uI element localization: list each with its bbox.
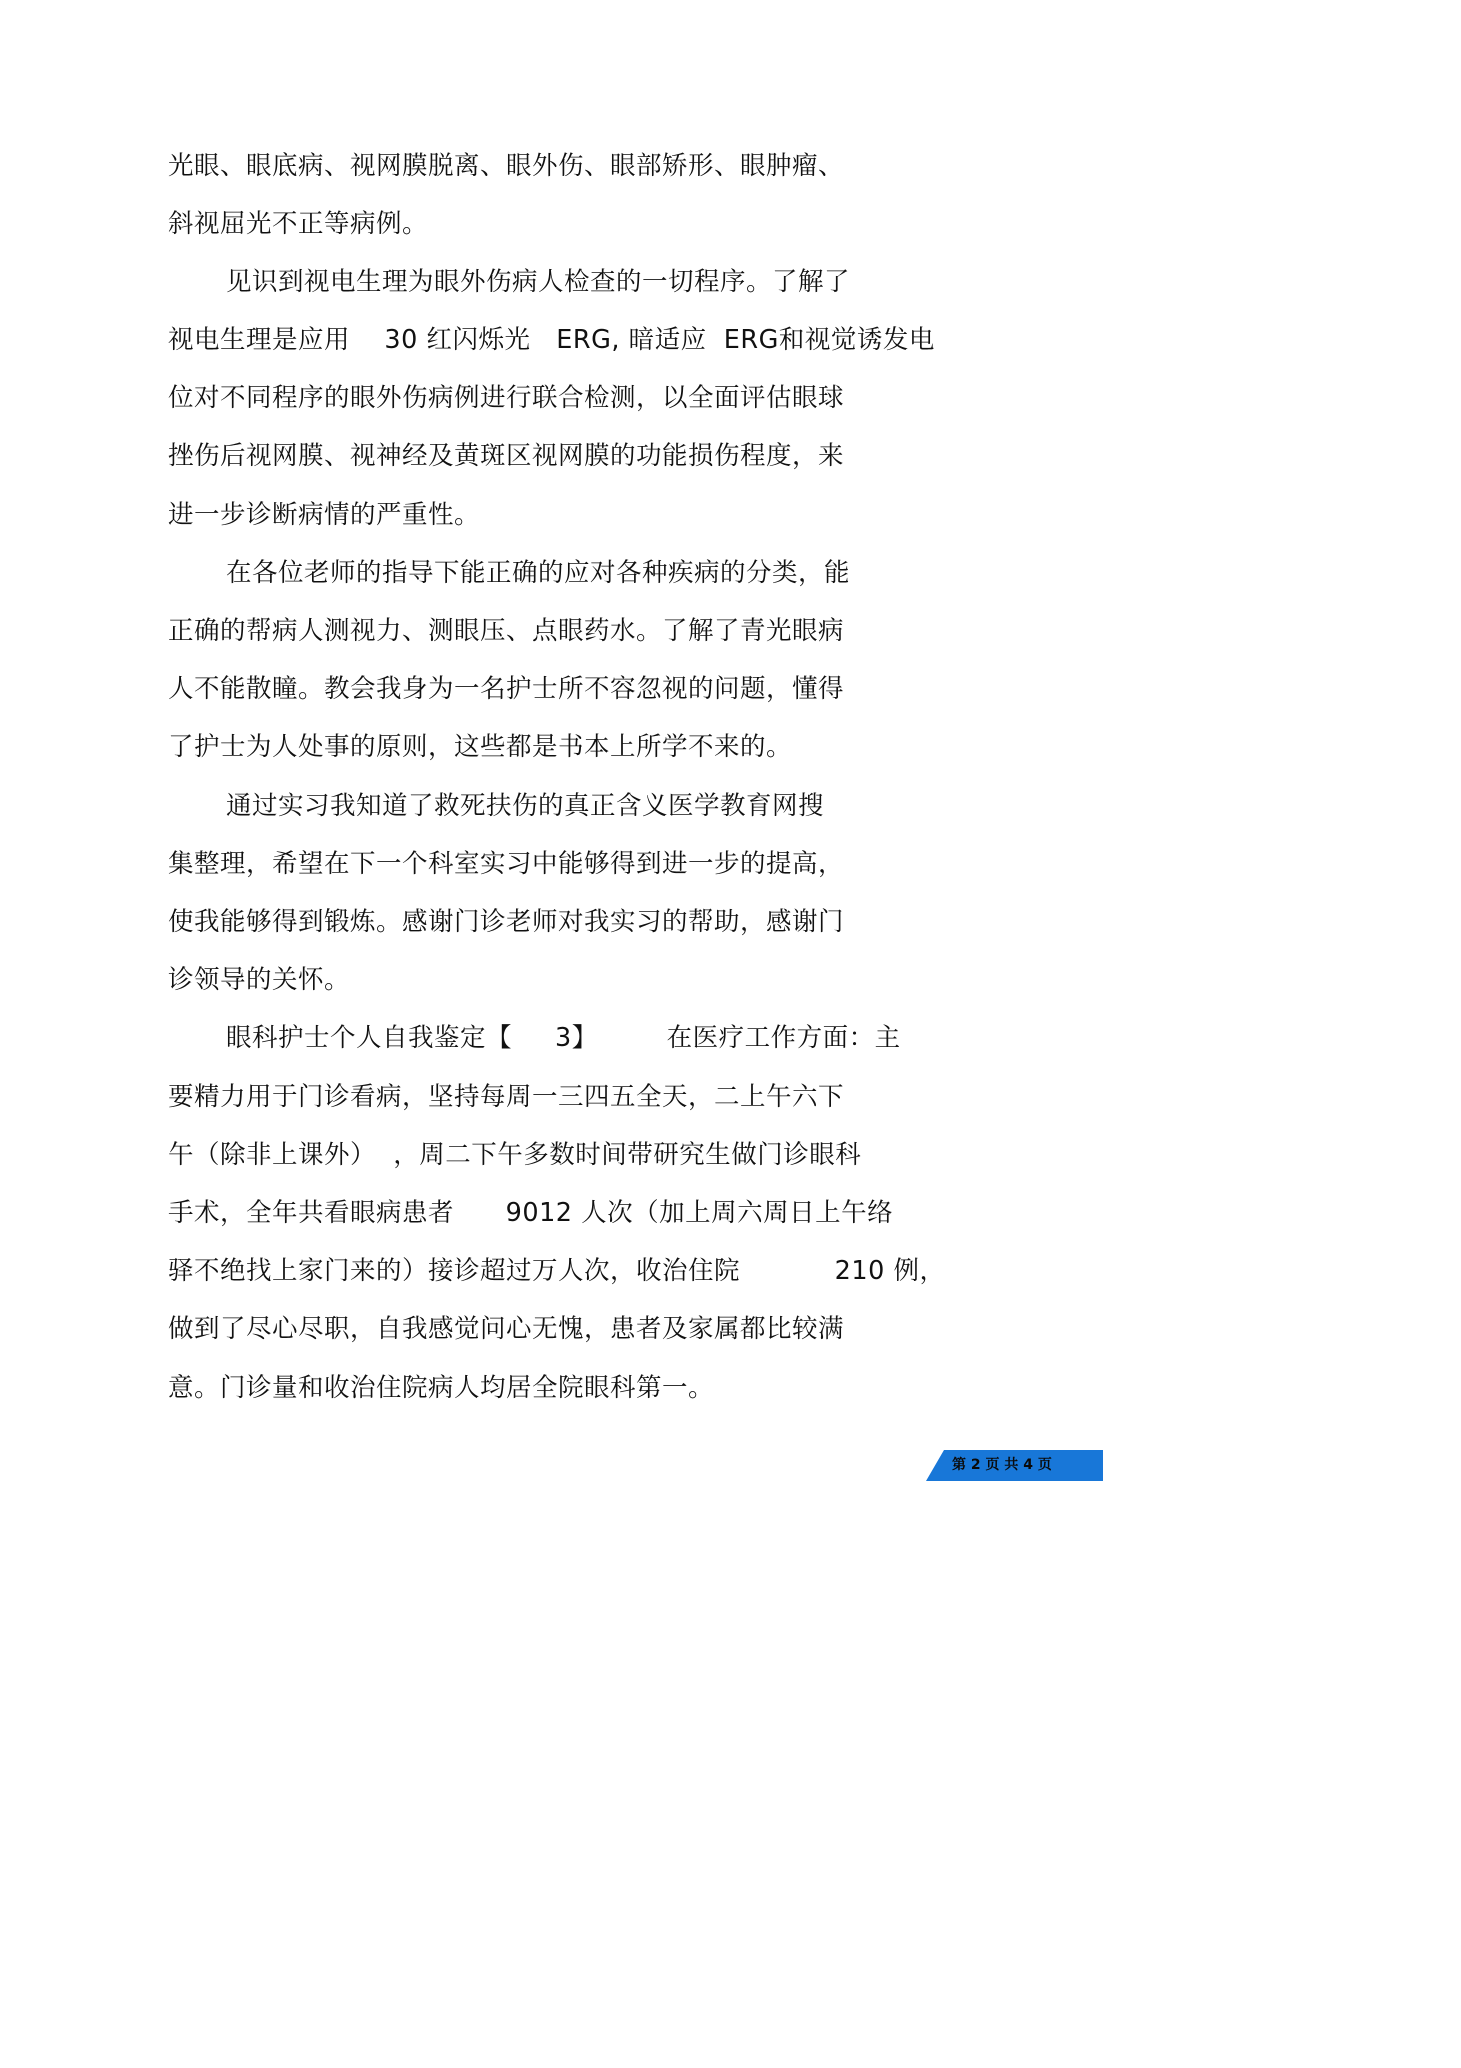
paragraph-start-line: 在各位老师的指导下能正确的应对各种疾病的分类，能 [226, 558, 851, 588]
text-line: 做到了尽心尽职，自我感觉问心无愧，患者及家属都比较满 [168, 1314, 845, 1344]
text-line: 视电生理是应用 30 红闪烁光 ERG, 暗适应 ERG和视觉诱发电 [168, 325, 935, 355]
text-line: 进一步诊断病情的严重性。 [168, 500, 481, 530]
text-line: 挫伤后视网膜、视神经及黄斑区视网膜的功能损伤程度，来 [168, 441, 845, 471]
text-line: 位对不同程序的眼外伤病例进行联合检测，以全面评估眼球 [168, 383, 845, 413]
text-line: 手术，全年共看眼病患者 9012 人次（加上周六周日上午络 [168, 1198, 894, 1228]
text-line: 斜视屈光不正等病例。 [168, 209, 429, 239]
page-indicator: 第 2 页 共 4 页 [952, 1457, 1052, 1473]
text-line: 光眼、眼底病、视网膜脱离、眼外伤、眼部矫形、眼肿瘤、 [168, 151, 845, 181]
paragraph-start-line: 通过实习我知道了救死扶伤的真正含义医学教育网搜 [226, 791, 825, 821]
text-line: 驿不绝找上家门来的）接诊超过万人次，收治住院 210 例， [168, 1256, 946, 1286]
text-line: 集整理，希望在下一个科室实习中能够得到进一步的提高， [168, 849, 845, 879]
text-line: 要精力用于门诊看病，坚持每周一三四五全天，二上午六下 [168, 1082, 845, 1112]
paragraph-start-line: 眼科护士个人自我鉴定【 3】 在医疗工作方面：主 [226, 1023, 901, 1053]
text-line: 意。门诊量和收治住院病人均居全院眼科第一。 [168, 1373, 715, 1403]
text-line: 人不能散瞳。教会我身为一名护士所不容忽视的问题，懂得 [168, 674, 845, 704]
text-line: 使我能够得到锻炼。感谢门诊老师对我实习的帮助，感谢门 [168, 907, 845, 937]
text-line: 正确的帮病人测视力、测眼压、点眼药水。了解了青光眼病 [168, 616, 845, 646]
paragraph-start-line: 见识到视电生理为眼外伤病人检查的一切程序。了解了 [226, 267, 851, 297]
text-line: 午（除非上课外） ，周二下午多数时间带研究生做门诊眼科 [168, 1140, 862, 1170]
text-line: 了护士为人处事的原则，这些都是书本上所学不来的。 [168, 732, 793, 762]
text-line: 诊领导的关怀。 [168, 965, 351, 995]
